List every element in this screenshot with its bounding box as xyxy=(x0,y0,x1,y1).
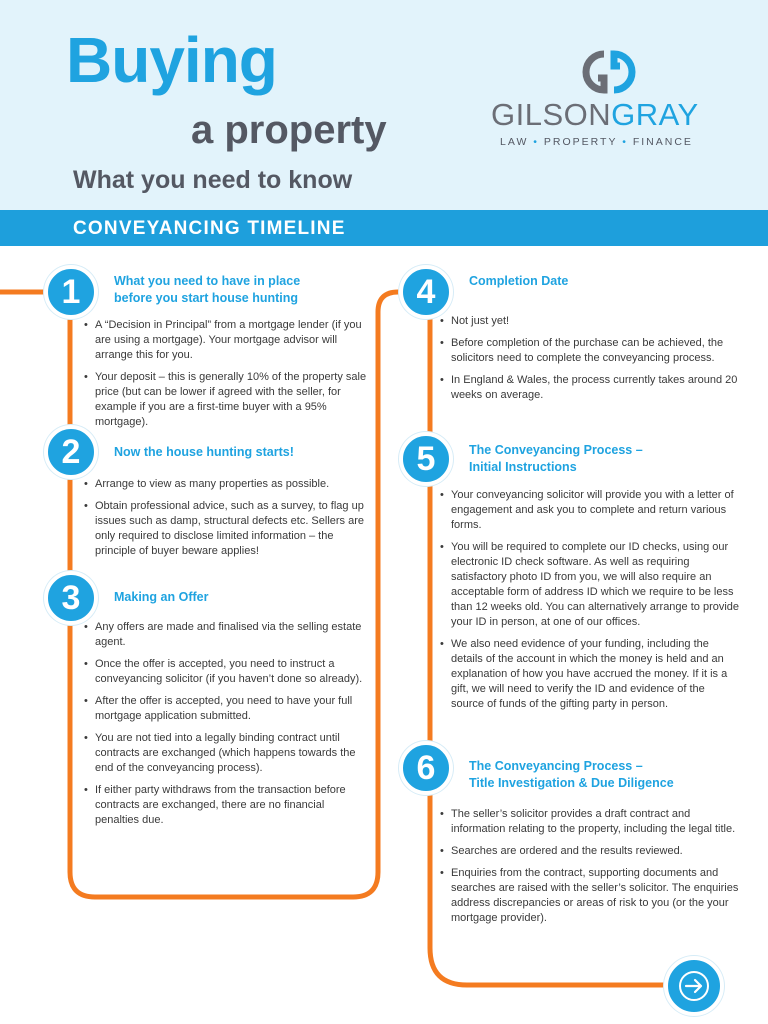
step-3-title: Making an Offer xyxy=(114,590,209,604)
step-4-title: Completion Date xyxy=(469,274,569,288)
list-item: • Searches are ordered and the results reviewed. xyxy=(440,844,740,859)
banner-title: CONVEYANCING TIMELINE xyxy=(73,218,346,239)
logo-tag-separator: • xyxy=(622,136,628,148)
logo-tagline xyxy=(500,137,718,148)
step-5-list xyxy=(440,488,740,719)
step-6-list xyxy=(440,807,740,933)
logo-wordmark-gilson: GILSON xyxy=(491,97,612,132)
logo-wordmark xyxy=(491,99,699,130)
step-1-list xyxy=(84,318,370,437)
list-item: • You are not tied into a legally binding contract until contracts are exchanged (which happens towards the end of the conveyancing process). xyxy=(84,731,370,776)
list-item: • Your deposit – this is generally 10% of the property sale price (but can be lower if agreed with the seller, for example if you are a first-time buyer with a 95% mortgage). xyxy=(84,370,370,430)
list-item: • Once the offer is accepted, you need to instruct a conveyancing solicitor (if you haven’t done so already). xyxy=(84,657,370,687)
list-item: • Before completion of the purchase can be achieved, the solicitors need to complete the conveyancing process. xyxy=(440,336,740,366)
step-2-title: Now the house hunting starts! xyxy=(114,445,294,459)
logo-tag-finance: FINANCE xyxy=(632,136,693,148)
step-3-badge: 3 xyxy=(44,571,98,625)
step-3-list xyxy=(84,620,370,835)
list-item: • Obtain professional advice, such as a survey, to flag up issues such as damp, structural defects etc. Sellers are only required to disclose limited information – the principle of buyer beware applies! xyxy=(84,499,370,559)
list-item: • In England & Wales, the process currently takes around 20 weeks on average. xyxy=(440,373,740,403)
page-tagline: What you need to know xyxy=(73,166,353,194)
step-4-list xyxy=(440,314,740,410)
list-item: • If either party withdraws from the transaction before contracts are exchanged, there are no financial penalties due. xyxy=(84,783,370,828)
step-4-badge: 4 xyxy=(399,265,453,319)
logo-tag-property: PROPERTY xyxy=(543,136,618,148)
list-item: • Your conveyancing solicitor will provide you with a letter of engagement and ask you to complete and return various forms. xyxy=(440,488,740,533)
list-item: • After the offer is accepted, you need to have your full mortgage application submitted. xyxy=(84,694,370,724)
step-1-title: What you need to have in place before you start house hunting xyxy=(114,274,301,305)
list-item: • Enquiries from the contract, supporting documents and searches are raised with the seller’s solicitor. The enquiries address discrepancies or areas of risk to you (or the your mortgage provider). xyxy=(440,866,740,926)
step-5-title: The Conveyancing Process – Initial Instructions xyxy=(469,443,643,474)
page-subtitle: a property xyxy=(191,108,387,152)
step-6-title: The Conveyancing Process – Title Investigation & Due Diligence xyxy=(469,759,674,790)
page-title: Buying xyxy=(66,24,277,96)
list-item: • A “Decision in Principal” from a mortgage lender (if you are using a mortgage). Your mortgage advisor will arrange this for you. xyxy=(84,318,370,363)
logo-wordmark-gray: GRAY xyxy=(611,97,699,132)
list-item: • We also need evidence of your funding, including the details of the account in which the money is held and an explanation of how you have accrued the money. If it is a gift, we will need to verify the ID and evidence of the source of funds of the gifting party in person. xyxy=(440,637,740,712)
list-item: • You will be required to complete our ID checks, using our electronic ID check software. As well as requiring satisfactory photo ID from you, we will also require an acceptable form of address ID which we require to be less than 12 weeks old. You can alternatively arrange to provide your ID in person, at one of our offices. xyxy=(440,540,740,630)
step-2-list xyxy=(84,477,370,566)
arrow-right-icon xyxy=(678,970,710,1002)
list-item: • The seller’s solicitor provides a draft contract and information relating to the property, including the legal title. xyxy=(440,807,740,837)
step-2-badge: 2 xyxy=(44,425,98,479)
list-item: • Any offers are made and finalised via the selling estate agent. xyxy=(84,620,370,650)
gilson-gray-logo-icon xyxy=(578,48,640,96)
logo-tag-separator: • xyxy=(533,136,539,148)
list-item: • Arrange to view as many properties as possible. xyxy=(84,477,370,492)
step-1-badge: 1 xyxy=(44,265,98,319)
logo-tag-law: LAW xyxy=(500,136,529,148)
list-item: • Not just yet! xyxy=(440,314,740,329)
step-5-badge: 5 xyxy=(399,432,453,486)
step-6-badge: 6 xyxy=(399,741,453,795)
section-banner xyxy=(0,210,768,246)
next-page-button[interactable] xyxy=(664,956,724,1016)
